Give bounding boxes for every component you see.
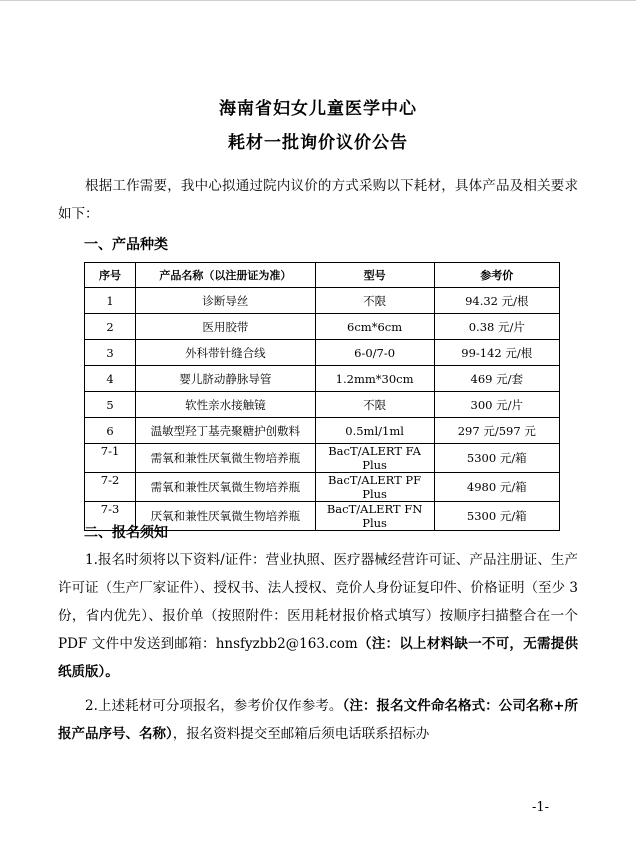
cell-model: 1.2mm*30cm <box>315 366 434 392</box>
registration-item-1 <box>58 546 578 686</box>
cell-model: 不限 <box>315 288 434 314</box>
cell-name: 需氧和兼性厌氧微生物培养瓶 <box>136 473 316 502</box>
cell-no: 5 <box>85 392 136 418</box>
cell-price: 5300 元/箱 <box>434 444 559 473</box>
item1-text: 1.报名时须将以下资料/证件：营业执照、医疗器械经营许可证、产品注册证、生产许可证（生产厂家证件）、授权书、法人授权、竞价人身份证复印件、价格证明（至少 3 份，省内优先）、报价单（按照附件：医用耗材报价格式填写）按顺序扫描整合在一个 PDF 文件中发送到邮箱：hnsfyzbb2@163.com <box>58 552 578 652</box>
header-no: 序号 <box>85 263 136 288</box>
intro-paragraph: 根据工作需要，我中心拟通过院内议价的方式采购以下耗材，具体产品及相关要求如下： <box>58 178 578 222</box>
table-row <box>85 366 560 392</box>
table-row <box>85 288 560 314</box>
item2-text: 2.上述耗材可分项报名，参考价仅作参考。 <box>85 698 343 714</box>
cell-name: 外科带针缝合线 <box>136 340 316 366</box>
cell-price: 99-142 元/根 <box>434 340 559 366</box>
cell-price: 469 元/套 <box>434 366 559 392</box>
cell-no: 3 <box>85 340 136 366</box>
cell-no: 6 <box>85 418 136 444</box>
cell-name: 软性亲水接触镜 <box>136 392 316 418</box>
cell-name: 诊断导丝 <box>136 288 316 314</box>
table-row <box>85 314 560 340</box>
cell-no: 4 <box>85 366 136 392</box>
item2-note: （注：报名文件命名格式：公司名称+所报产品序号、名称） <box>58 698 578 742</box>
cell-price: 4980 元/箱 <box>434 473 559 502</box>
cell-model: BacT/ALERT PF Plus <box>315 473 434 502</box>
table-header-row <box>85 263 560 288</box>
cell-model: 不限 <box>315 392 434 418</box>
cell-price: 297 元/597 元 <box>434 418 559 444</box>
product-table <box>84 262 560 531</box>
table-row <box>85 473 560 502</box>
cell-name: 需氧和兼性厌氧微生物培养瓶 <box>136 444 316 473</box>
cell-model: 6cm*6cm <box>315 314 434 340</box>
registration-item-2 <box>58 692 578 748</box>
header-model: 型号 <box>315 263 434 288</box>
doc-title-line2: 耗材一批询价议价公告 <box>228 133 408 153</box>
item2-rest: ，报名资料提交至邮箱后须电话联系招标办 <box>172 726 430 742</box>
cell-price: 300 元/片 <box>434 392 559 418</box>
table-row <box>85 340 560 366</box>
cell-no: 7-2 <box>85 473 136 502</box>
section-heading-products: 一、产品种类 <box>84 237 168 253</box>
cell-price: 0.38 元/片 <box>434 314 559 340</box>
page-number: -1- <box>532 800 550 815</box>
cell-no: 2 <box>85 314 136 340</box>
cell-price: 5300 元/箱 <box>434 502 559 531</box>
cell-name: 婴儿脐动静脉导管 <box>136 366 316 392</box>
cell-name: 厌氧和兼性厌氧微生物培养瓶 <box>136 502 316 531</box>
cell-model: 0.5ml/1ml <box>315 418 434 444</box>
cell-price: 94.32 元/根 <box>434 288 559 314</box>
cell-no: 7-3 <box>85 502 136 531</box>
page-edge <box>0 0 636 1</box>
table-row <box>85 392 560 418</box>
cell-name: 温敏型羟丁基壳聚糖护创敷料 <box>136 418 316 444</box>
cell-no: 7-1 <box>85 444 136 473</box>
doc-title-line1: 海南省妇女儿童医学中心 <box>219 99 417 119</box>
cell-model: 6-0/7-0 <box>315 340 434 366</box>
cell-name: 医用胶带 <box>136 314 316 340</box>
item1-note: （注：以上材料缺一不可，无需提供纸质版）。 <box>58 636 578 680</box>
section-heading-registration: 二、报名须知 <box>84 525 168 541</box>
table-row <box>85 418 560 444</box>
cell-no: 1 <box>85 288 136 314</box>
cell-model: BacT/ALERT FA Plus <box>315 444 434 473</box>
table-row <box>85 444 560 473</box>
header-name: 产品名称（以注册证为准） <box>136 263 316 288</box>
header-price: 参考价 <box>434 263 559 288</box>
cell-model: BacT/ALERT FN Plus <box>315 502 434 531</box>
